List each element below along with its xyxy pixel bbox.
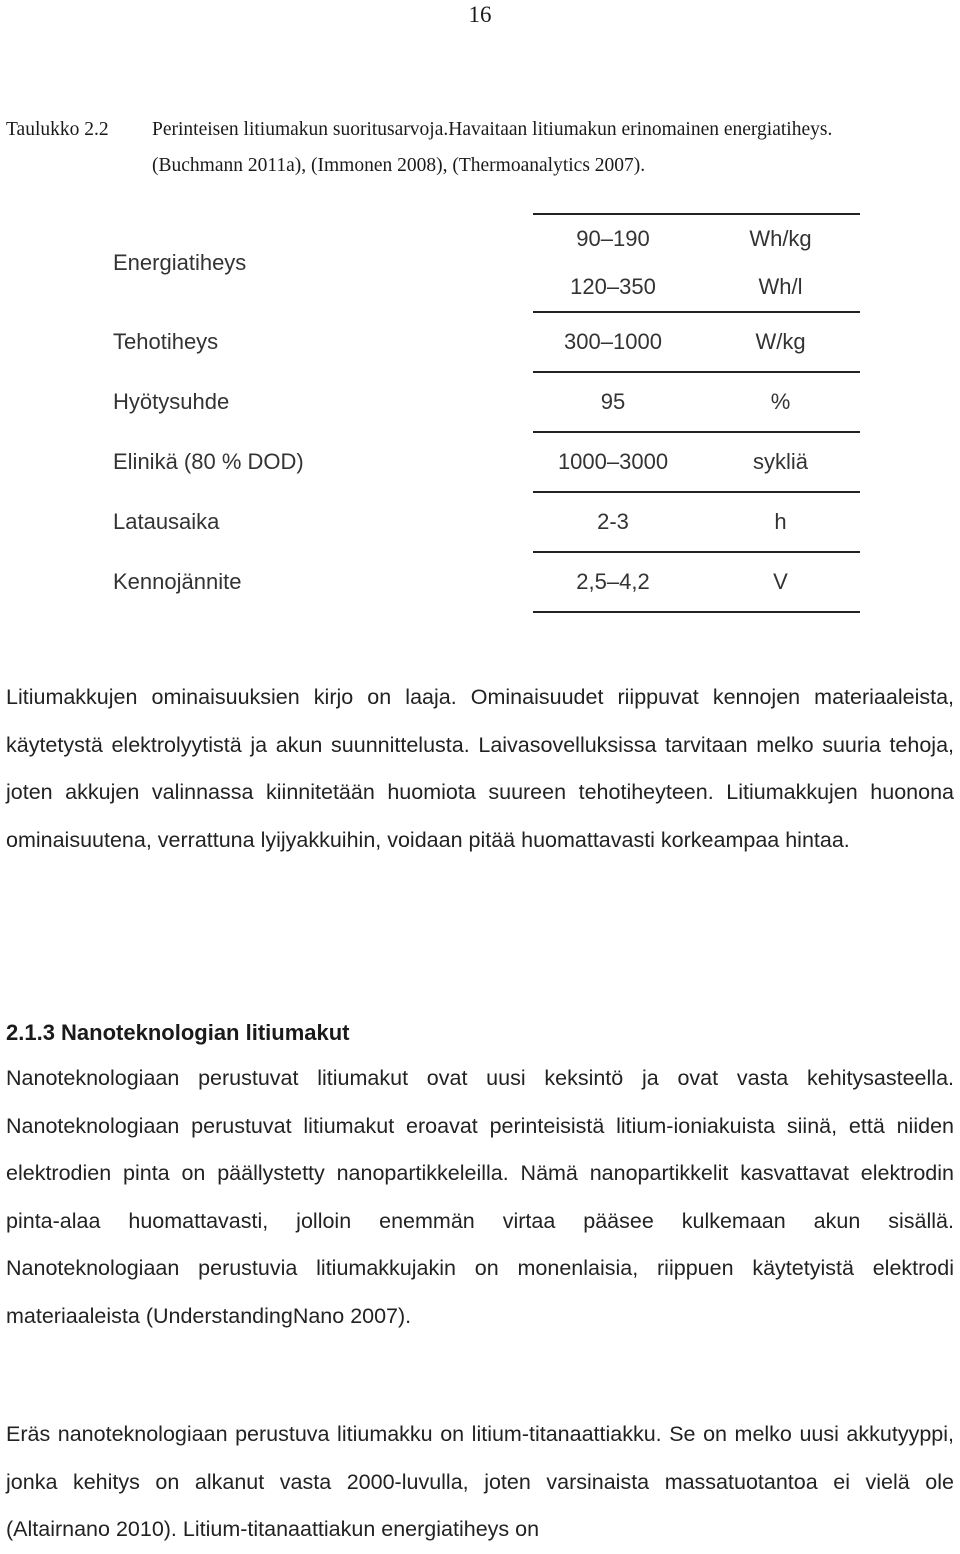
row-value: 2,5–4,2: [533, 552, 693, 612]
row-unit: sykliä: [693, 432, 860, 492]
row-unit: W/kg: [693, 312, 860, 372]
row-value: 1000–3000: [533, 432, 693, 492]
section-heading: 2.1.3 Nanoteknologian litiumakut: [6, 1020, 350, 1045]
caption-line-1: Perinteisen litiumakun suoritusarvoja.Havaitaan litiumakun erinomainen energiatiheys.: [152, 119, 833, 140]
table-row: [101, 214, 860, 312]
row-value: 120–350: [570, 274, 656, 299]
row-unit: Wh/l: [758, 274, 803, 299]
caption-label: Taulukko 2.2: [6, 119, 109, 140]
page-number: 16: [468, 2, 492, 27]
row-name: Latausaika: [113, 509, 220, 534]
table-row: [101, 372, 860, 432]
row-name: Kennojännite: [113, 569, 242, 594]
row-value: 95: [533, 372, 693, 432]
row-unit: Wh/kg: [749, 226, 812, 251]
table-row: [101, 312, 860, 372]
row-name: Energiatiheys: [113, 250, 247, 275]
row-value: 300–1000: [533, 312, 693, 372]
row-unit: V: [693, 552, 860, 612]
table-row: [101, 552, 860, 612]
paragraph-nano-intro: Nanoteknologiaan perustuvat litiumakut ovat uusi keksintö ja ovat vasta kehitysasteella. Nanoteknologiaan perustuvat litiumakut eroavat perinteisistä litium-ioniakuista siinä, että niiden elektrodien pinta on päällystetty nanopartikkeleilla. Nämä nanopartikkelit kasvattavat elektrodin pinta-alaa huomattavasti, jolloin enemmän virtaa pääsee kulkemaan akun sisällä. Nanoteknologiaan perustuvia litiumakkujakin on monenlaisia, riippuen käytetyistä elektrodi materiaaleista (UnderstandingNano 2007).: [6, 1066, 954, 1328]
paragraph-titanate: Eräs nanoteknologiaan perustuva litiumakku on litium-titanaattiakku. Se on melko uusi akkutyyppi, jonka kehitys on alkanut vasta 2000-luvulla, joten varsinaista massatuotantoa ei vielä ole (Altairnano 2010). Litium-titanaattiakun energiatiheys on: [6, 1422, 954, 1542]
row-unit: h: [693, 492, 860, 552]
row-name: Tehotiheys: [113, 329, 219, 354]
paragraph-battery-properties: Litiumakkujen ominaisuuksien kirjo on laaja. Ominaisuudet riippuvat kennojen materiaaleista, käytetystä elektrolyytistä ja akun suunnittelusta. Laivasovelluksissa tarvitaan melko suuria tehoja, joten akkujen valinnassa kiinnitetään huomiota suureen tehotiheyteen. Litiumakkujen huonona ominaisuutena, verrattuna lyijyakkuihin, voidaan pitää huomattavasti korkeampaa hintaa.: [6, 685, 954, 852]
caption-line-2: (Buchmann 2011a), (Immonen 2008), (Thermoanalytics 2007).: [152, 155, 646, 176]
row-value: 90–190: [576, 226, 650, 251]
table-row: [101, 432, 860, 492]
row-name: Elinikä (80 % DOD): [113, 449, 304, 474]
row-value: 2-3: [533, 492, 693, 552]
battery-spec-table: [101, 213, 860, 613]
table-row: [101, 492, 860, 552]
row-unit: %: [693, 372, 860, 432]
row-name: Hyötysuhde: [113, 389, 230, 414]
